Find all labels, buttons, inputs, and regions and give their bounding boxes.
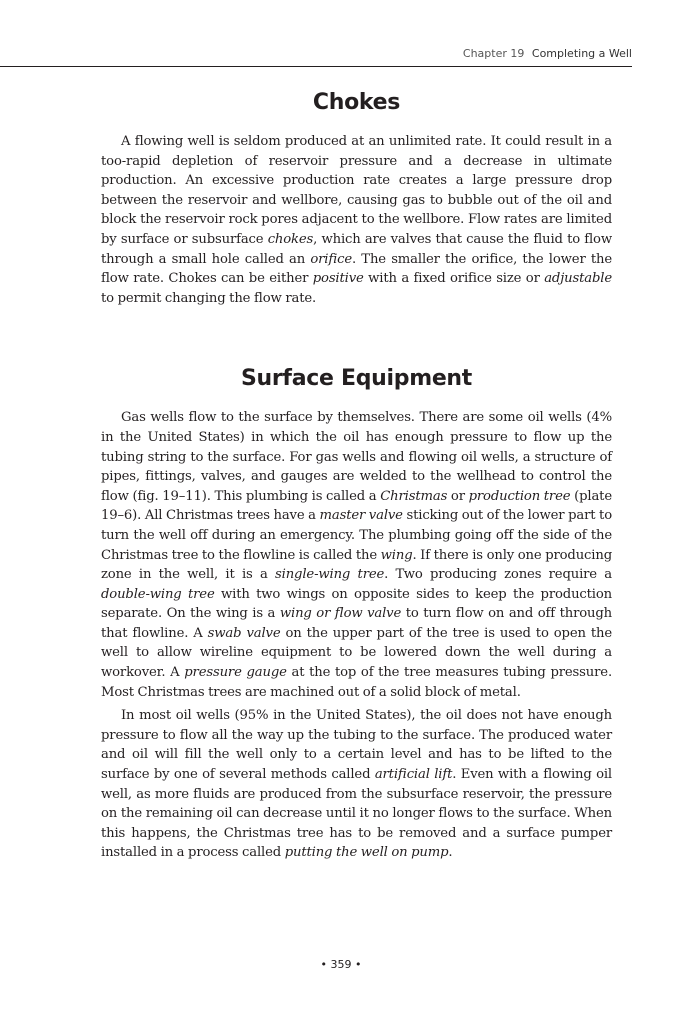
term-putting-the-well-on-pump: putting the well on pump (284, 845, 449, 861)
term-orifice: orifice (310, 251, 353, 267)
section-heading-surface-equipment: Surface Equipment (240, 366, 473, 392)
term-artificial-lift: artificial lift (374, 767, 453, 783)
term-christmas: Christmas (380, 488, 448, 504)
paragraph-surface-2: In most oil wells (95% in the United States), the oil does not have enough pressure to flow all the way up the tubing to the surface. The produced water and oil will fill the well only to a certain level and has to be lifted to the surface by one of several methods called artificial lift. Even with a flowing oil well, as more fluids are produced from the subsurface reservoir, the pressure on the remaining oil can decrease until it no longer flows to the surface. When this happens, the Christmas tree has to be removed and a surface pumper installed in a process called putting the well on pump. (101, 708, 613, 861)
chapter-title: Completing a Well (531, 47, 632, 60)
term-wing: wing (380, 547, 413, 563)
section-heading-chokes: Chokes (312, 90, 401, 115)
running-head (463, 47, 632, 60)
term-single-wing-tree: single-wing tree (275, 567, 385, 583)
term-double-wing-tree: double-wing tree (101, 586, 215, 602)
chapter-label: Chapter 19 (462, 47, 525, 60)
term-swab-valve: swab valve (207, 625, 281, 641)
term-positive: positive (312, 271, 364, 287)
term-master-valve: master valve (319, 508, 403, 524)
page-body (101, 86, 612, 863)
term-wing-or-flow-valve: wing or flow valve (279, 606, 402, 622)
term-adjustable: adjustable (544, 271, 612, 287)
paragraph-chokes-1: A flowing well is seldom produced at an unlimited rate. It could result in a too-rapid depletion of reservoir pressure and a decrease in ultimate production. An excessive production rate creates a large pressure drop between the reservoir and wellbore, causing gas to bubble out of the oil and block the reservoir rock pores adjacent to the wellbore. Flow rates are limited by surface or subsurface chokes, which are valves that cause the fluid to flow through a small hole called an orifice. The smaller the orifice, the lower the flow rate. Chokes can be either positive with a fixed orifice size or adjustable to permit changing the flow rate. (101, 134, 612, 306)
term-chokes: chokes (267, 231, 314, 247)
header-rule (0, 66, 632, 67)
paragraph-surface-1: Gas wells flow to the surface by themselves. There are some oil wells (4% in the United States) in which the oil has enough pressure to flow up the tubing string to the surface. For gas wells and flowing oil wells, a structure of pipes, fittings, valves, and gauges are welded to the wellhead to control the flow (fig. 19–11). This plumbing is called a Christmas or production tree (plate 19–6). All Christmas trees have a master valve sticking out of the lower part to turn the well off during an emergency. The plumbing going off the side of the Christmas tree to the flowline is called the wing. If there is only one producing zone in the well, it is a single-wing tree. Two producing zones require a double-wing tree with two wings on opposite sides to keep the production separate. On the wing is a wing or flow valve to turn flow on and off through that flowline. A swab valve on the upper part of the tree is used to open the well to allow wireline equipment to be lowered down the well during a workover. A pressure gauge at the top of the tree measures tubing pressure. Most Christmas trees are machined out of a solid block of metal. (101, 410, 613, 700)
page-number: • 359 • (320, 958, 362, 971)
term-pressure-gauge: pressure gauge (184, 665, 287, 681)
term-production-tree: production tree (468, 488, 571, 504)
